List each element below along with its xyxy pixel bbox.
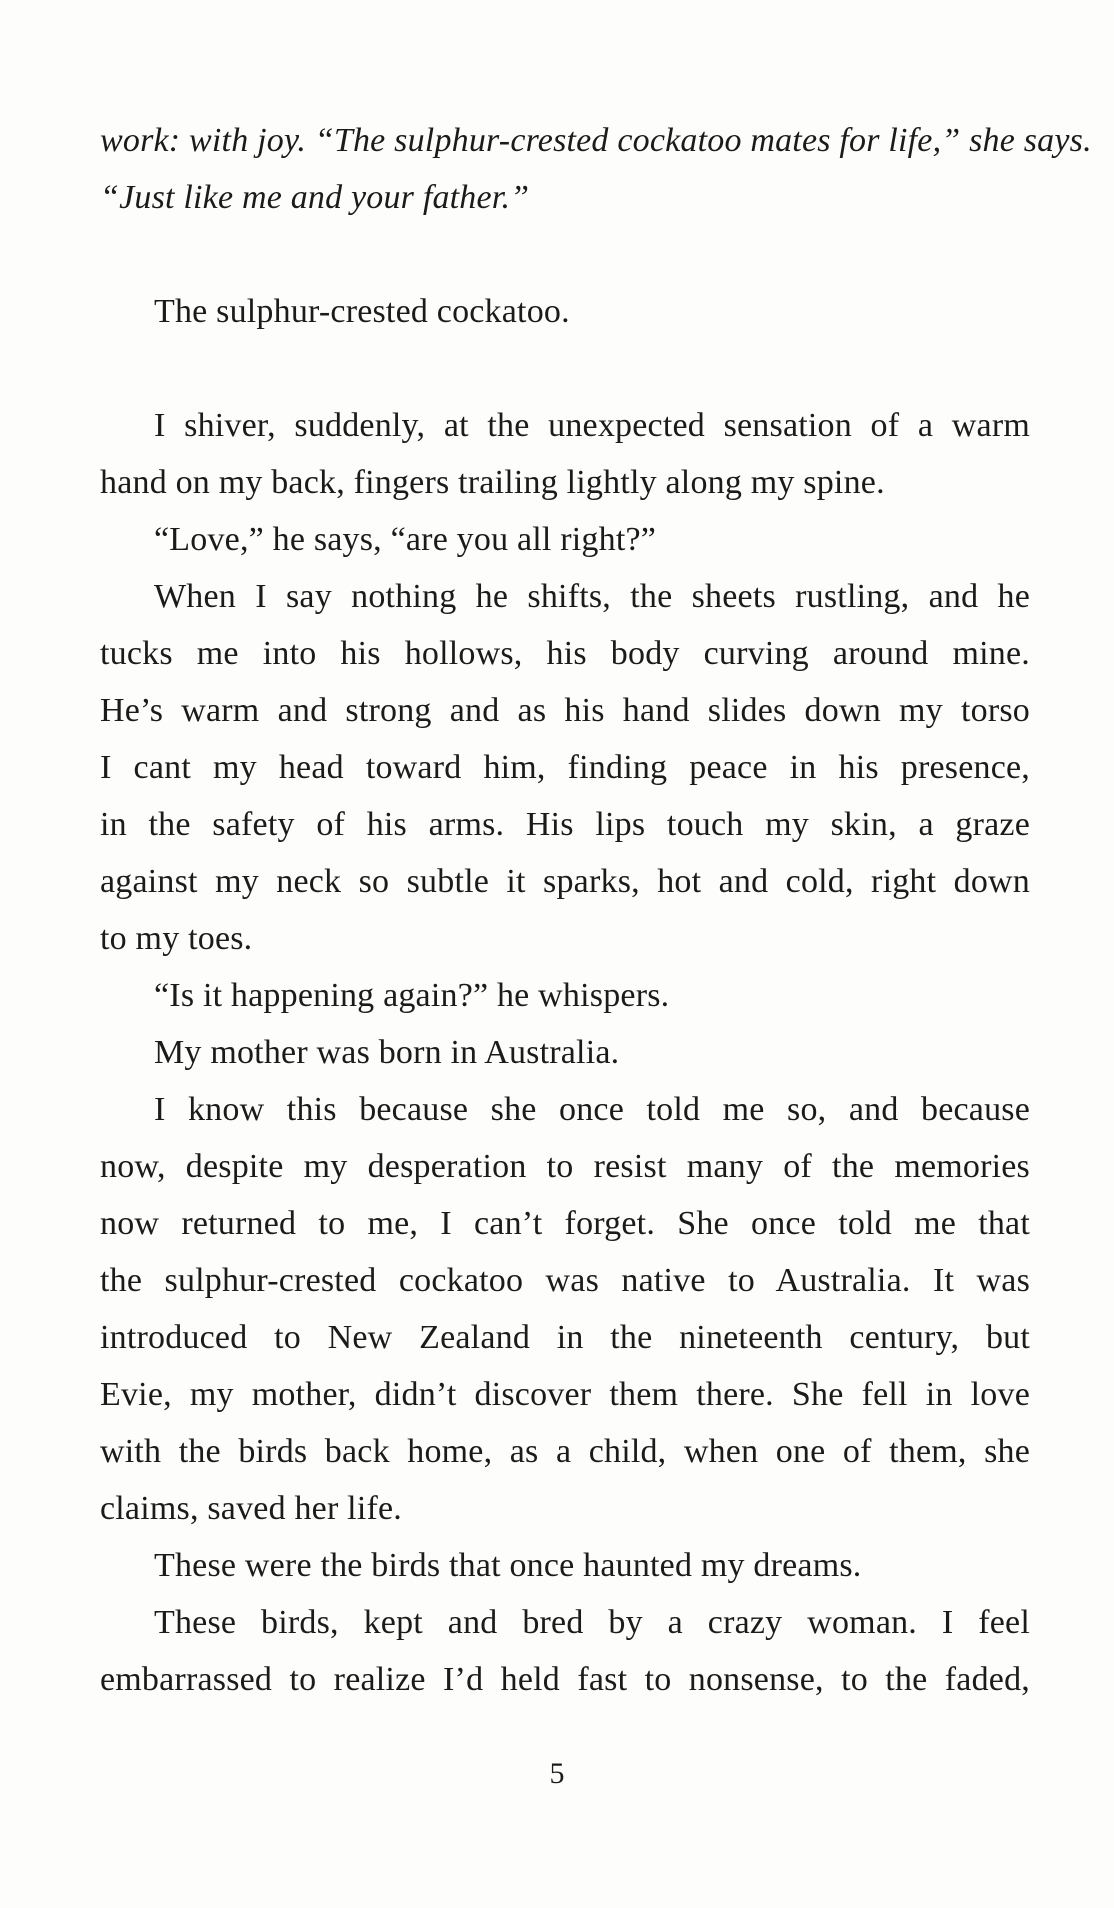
- text-line: claims, saved her life.: [100, 1490, 402, 1527]
- text-line: He’s warm and strong and as his hand slides down my torso: [100, 692, 1030, 729]
- text-line: introduced to New Zealand in the nineteenth century, but: [100, 1319, 1030, 1356]
- text-line: now returned to me, I can’t forget. She once told me that: [100, 1205, 1030, 1242]
- paragraph-break: [100, 226, 1030, 283]
- text-line: My mother was born in Australia.: [154, 1034, 620, 1071]
- text-line: I shiver, suddenly, at the unexpected sensation of a warm: [154, 407, 1030, 444]
- text-line: “Is it happening again?” he whispers.: [154, 977, 670, 1014]
- text-line: now, despite my desperation to resist many of the memories: [100, 1148, 1030, 1185]
- text-line: I cant my head toward him, finding peace in his presence,: [100, 749, 1030, 786]
- paragraph-italic-quote: [100, 112, 1092, 226]
- text-line: These were the birds that once haunted my dreams.: [154, 1547, 862, 1584]
- text-line: against my neck so subtle it sparks, hot and cold, right down: [100, 863, 1030, 900]
- text-line: with the birds back home, as a child, when one of them, she: [100, 1433, 1030, 1470]
- text-line: in the safety of his arms. His lips touch my skin, a graze: [100, 806, 1030, 843]
- paragraph: [100, 511, 1030, 568]
- text-line: work: with joy. “The sulphur-crested cockatoo mates for life,” she says.: [100, 122, 1092, 159]
- text-line: embarrassed to realize I’d held fast to nonsense, to the faded,: [100, 1661, 1030, 1698]
- text-line: hand on my back, fingers trailing lightly along my spine.: [100, 464, 885, 501]
- paragraph: [100, 967, 1030, 1024]
- text-line: “Love,” he says, “are you all right?”: [154, 521, 657, 558]
- paragraph: [100, 1537, 1030, 1594]
- text-line: When I say nothing he shifts, the sheets rustling, and he: [154, 578, 1030, 615]
- text-line: tucks me into his hollows, his body curving around mine.: [100, 635, 1030, 672]
- paragraph-break: [100, 340, 1030, 397]
- text-line: the sulphur-crested cockatoo was native to Australia. It was: [100, 1262, 1030, 1299]
- page-body: [100, 112, 1092, 1708]
- text-line: These birds, kept and bred by a crazy woman. I feel: [154, 1604, 1030, 1641]
- text-line: “Just like me and your father.”: [100, 179, 530, 216]
- paragraph: [100, 283, 1030, 340]
- paragraph: [100, 1081, 1030, 1537]
- text-line: The sulphur-crested cockatoo.: [154, 293, 570, 330]
- paragraph: [100, 1024, 1030, 1081]
- page-number: 5: [549, 1757, 565, 1790]
- paragraph: [100, 397, 1030, 511]
- text-line: Evie, my mother, didn’t discover them there. She fell in love: [100, 1376, 1030, 1413]
- text-line: to my toes.: [100, 920, 253, 957]
- text-line: I know this because she once told me so, and because: [154, 1091, 1030, 1128]
- paragraph: [100, 1594, 1030, 1708]
- paragraph: [100, 568, 1030, 967]
